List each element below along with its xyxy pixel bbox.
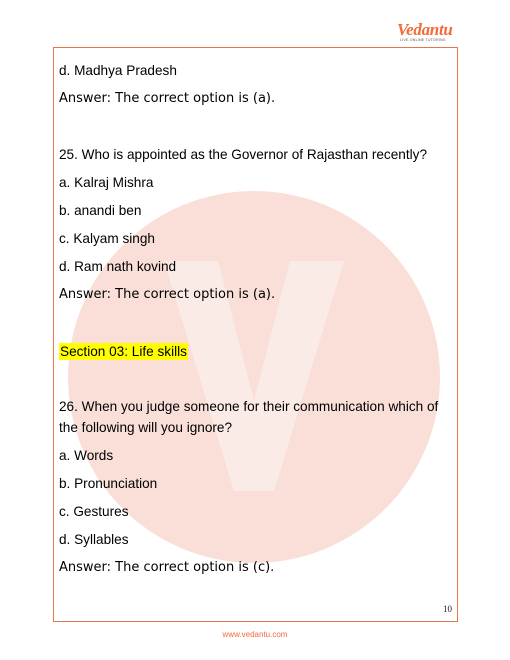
q26-option-d: d. Syllables <box>59 532 129 547</box>
q24-answer: Answer: The correct option is (a). <box>59 91 276 106</box>
q25-answer: Answer: The correct option is (a). <box>59 287 276 302</box>
vedantu-logo <box>397 21 459 45</box>
q26-answer: Answer: The correct option is (c). <box>59 560 275 575</box>
section-heading <box>59 341 451 362</box>
q25-question: 25. Who is appointed as the Governor of Rajasthan recently? <box>59 147 428 162</box>
q25-option-c: c. Kalyam singh <box>59 231 155 246</box>
section-heading-highlight: Section 03: Life skills <box>60 344 187 359</box>
q24-option-d: d. Madhya Pradesh <box>59 63 177 78</box>
q26-option-c: c. Gestures <box>59 504 129 519</box>
logo-wordmark: Vedantu <box>397 20 453 39</box>
footer-url: www.vedantu.com <box>222 630 288 639</box>
q25-option-a: a. Kalraj Mishra <box>59 175 154 190</box>
q26-question: 26. When you judge someone for their communication which of the following will you ignore? <box>59 399 439 435</box>
q25-option-b: b. anandi ben <box>59 203 142 218</box>
page-number: 10 <box>443 604 452 614</box>
logo-tagline: LIVE ONLINE TUTORING <box>400 38 446 42</box>
q26-option-b: b. Pronunciation <box>59 476 158 491</box>
q26-option-a: a. Words <box>59 448 114 463</box>
q25-option-d: d. Ram nath kovind <box>59 259 177 274</box>
